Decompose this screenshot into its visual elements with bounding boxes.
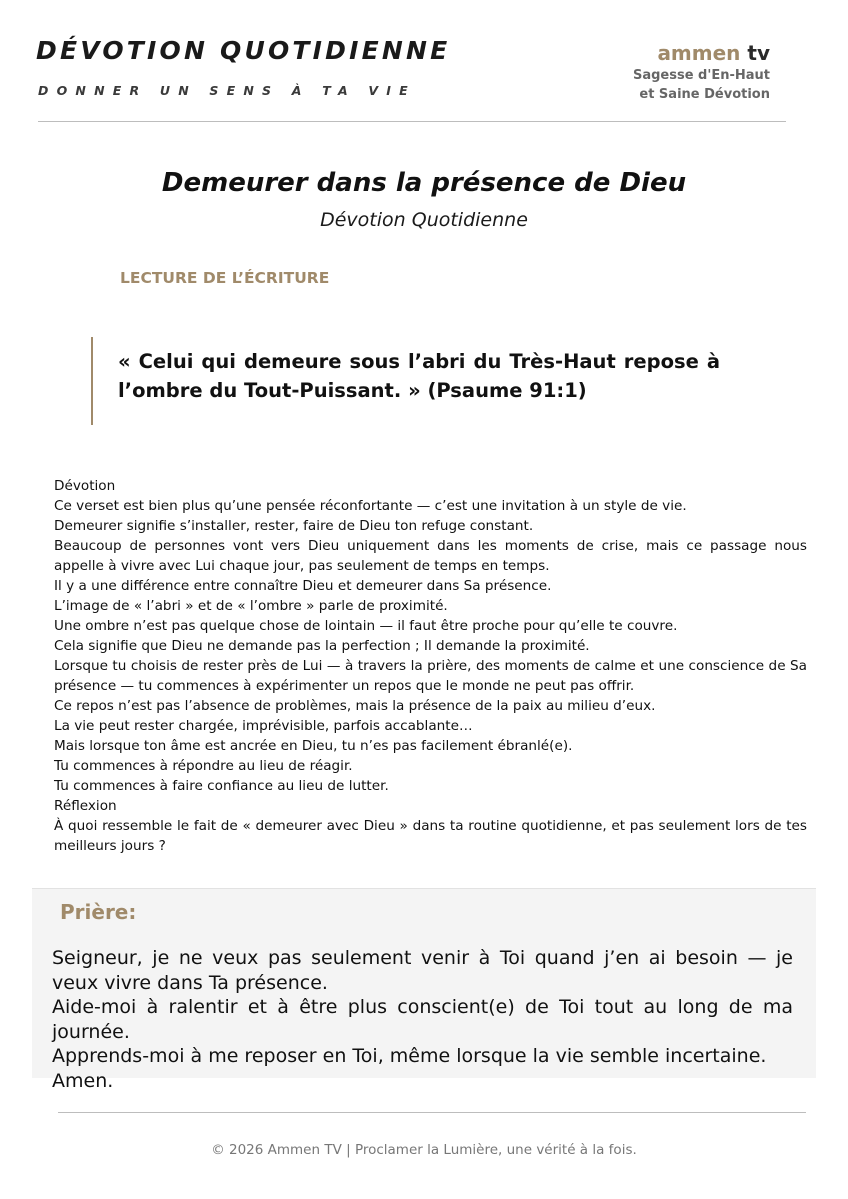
devotion-title: Demeurer dans la présence de Dieu: [161, 168, 687, 198]
header-divider: [38, 121, 786, 122]
logo-word-tv: tv: [747, 41, 770, 65]
publication-title: DÉVOTION QUOTIDIENNE: [36, 36, 451, 65]
footer-copyright: © 2026 Ammen TV | Proclamer la Lumière, une vérité à la fois.: [211, 1142, 637, 1158]
footer-divider: [58, 1112, 806, 1113]
prayer-label: Prière:: [60, 900, 137, 924]
quote-accent-bar: [91, 337, 93, 425]
reflection-question: À quoi ressemble le fait de « demeurer avec Dieu » dans ta routine quotidienne, et pas seulement lors de tes meilleurs jours ?: [54, 818, 807, 854]
devotion-line: Cela signifie que Dieu ne demande pas la perfection ; Il demande la proximité.: [54, 638, 590, 654]
prayer-line: Apprends-moi à me reposer en Toi, même lorsque la vie semble incertaine.: [52, 1045, 767, 1067]
logo-word-ammen: ammen: [657, 41, 741, 65]
devotion-line: Tu commences à répondre au lieu de réagir.: [54, 758, 353, 774]
devotion-line: Tu commences à faire confiance au lieu de lutter.: [54, 778, 389, 794]
devotion-line: Ce verset est bien plus qu’une pensée réconfortante — c’est une invitation à un style de vie.: [54, 498, 687, 514]
devotion-line: Mais lorsque ton âme est ancrée en Dieu, tu n’es pas facilement ébranlé(e).: [54, 738, 573, 754]
prayer-line: Seigneur, je ne veux pas seulement venir à Toi quand j’en ai besoin — je veux vivre dans Ta présence.: [52, 947, 793, 994]
prayer-line: Aide-moi à ralentir et à être plus conscient(e) de Toi tout au long de ma journée.: [52, 996, 793, 1043]
devotion-subtitle: Dévotion Quotidienne: [320, 209, 528, 231]
devotion-heading: Dévotion: [54, 478, 116, 494]
scripture-section-label: LECTURE DE L’ÉCRITURE: [120, 269, 330, 287]
reflection-heading: Réflexion: [54, 798, 117, 814]
devotion-line: Lorsque tu choisis de rester près de Lui — à travers la prière, des moments de calme et une conscience de Sa présence — tu commences à expérimenter un repos que le monde ne peut pas offrir.: [54, 658, 807, 694]
prayer-body: [52, 946, 793, 1093]
devotion-line: L’image de « l’abri » et de « l’ombre » parle de proximité.: [54, 598, 448, 614]
devotion-line: Il y a une différence entre connaître Dieu et demeurer dans Sa présence.: [54, 578, 552, 594]
devotion-line: Ce repos n’est pas l’absence de problèmes, mais la présence de la paix au milieu d’eux.: [54, 698, 656, 714]
devotion-line: Demeurer signifie s’installer, rester, faire de Dieu ton refuge constant.: [54, 518, 534, 534]
ammen-tv-logo: [633, 40, 770, 104]
devotion-line: La vie peut rester chargée, imprévisible, parfois accablante…: [54, 718, 473, 734]
logo-slogan-line-1: Sagesse d'En-Haut: [632, 68, 770, 83]
scripture-quote: « Celui qui demeure sous l’abri du Très-Haut repose à l’ombre du Tout-Puissant. » (Psaume 91:1): [118, 350, 720, 402]
prayer-line: Amen.: [52, 1069, 114, 1092]
devotion-line: Beaucoup de personnes vont vers Dieu uniquement dans les moments de crise, mais ce passage nous appelle à vivre avec Lui chaque jour, pas seulement de temps en temps.: [54, 538, 807, 574]
devotion-line: Une ombre n’est pas quelque chose de lointain — il faut être proche pour qu’elle te couvre.: [54, 618, 678, 634]
logo-slogan-line-2: et Saine Dévotion: [639, 87, 770, 102]
devotion-body: [54, 476, 807, 856]
publication-tagline: DONNER UN SENS À TA VIE: [38, 83, 416, 98]
